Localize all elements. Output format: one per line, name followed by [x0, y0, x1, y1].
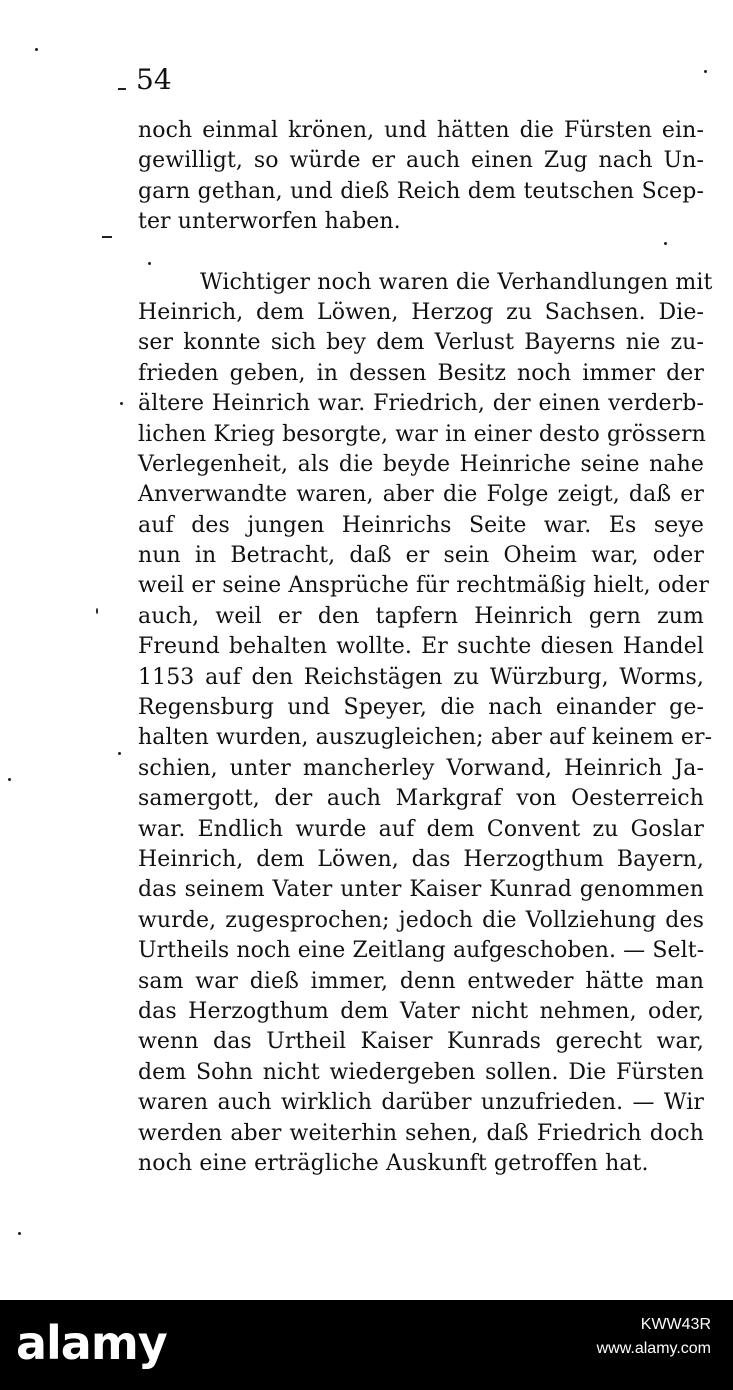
text-line: noch einmal krönen, und hätten die Fürsten ein-	[138, 118, 704, 143]
paper-speck	[664, 242, 667, 245]
text-line: Heinrich, dem Löwen, Herzog zu Sachsen. Die-	[138, 299, 704, 325]
paper-speck	[148, 262, 151, 265]
watermark-url: www.alamy.com	[596, 1340, 711, 1357]
text-line: lichen Krieg besorgte, war in einer desto grössern	[138, 421, 706, 447]
text-line: Freund behalten wollte. Er suchte diesen Handel	[138, 634, 704, 660]
paper-speck	[102, 236, 112, 238]
text-line: Wichtiger noch waren die Verhandlungen mit	[200, 269, 713, 295]
paper-speck	[35, 48, 38, 51]
paper-speck	[118, 752, 121, 755]
text-line: Urtheils noch eine Zeitlang aufgeschoben. — Selt-	[138, 938, 705, 964]
text-line: das Herzogthum dem Vater nicht nehmen, oder,	[138, 998, 704, 1024]
text-line: Verlegenheit, als die beyde Heinriche seine nahe	[138, 451, 704, 477]
paper-speck	[704, 70, 707, 73]
paper-speck	[118, 88, 126, 90]
watermark-logo: alamy	[16, 1316, 167, 1370]
text-line: ter unterworfen haben.	[138, 209, 401, 235]
text-line: schien, unter mancherley Vorwand, Heinrich Ja-	[138, 755, 704, 781]
text-line: gewilligt, so würde er auch einen Zug nach Un-	[138, 148, 704, 174]
text-line: ältere Heinrich war. Friedrich, der einen verderb-	[138, 391, 704, 417]
text-line: nun in Betracht, daß er sein Oheim war, oder	[138, 543, 704, 569]
text-line: samergott, der auch Markgraf von Oesterreich	[138, 786, 704, 812]
paper-speck	[96, 608, 98, 614]
text-line: garn gethan, und dieß Reich dem teutschen Scep-	[138, 178, 704, 204]
text-line: werden aber weiterhin sehen, daß Friedrich doch	[138, 1120, 704, 1146]
text-line: wurde, zugesprochen; jedoch die Vollziehung des	[138, 907, 704, 933]
text-line: Anverwandte waren, aber die Folge zeigt, daß er	[138, 482, 704, 508]
watermark-image-id: KWW43R	[640, 1316, 711, 1333]
paper-speck	[8, 778, 11, 781]
text-line: das seinem Vater unter Kaiser Kunrad genommen	[138, 877, 704, 903]
text-line: Heinrich, dem Löwen, das Herzogthum Bayern,	[138, 846, 704, 872]
text-line: auf des jungen Heinrichs Seite war. Es seye	[138, 512, 704, 538]
text-line: ser konnte sich bey dem Verlust Bayerns nie zu-	[138, 330, 704, 356]
paper-speck	[120, 402, 123, 405]
page-number: 54	[136, 63, 172, 96]
watermark-bar	[0, 1300, 733, 1390]
text-line: Regensburg und Speyer, die nach einander ge-	[138, 695, 704, 721]
text-line: waren auch wirklich darüber unzufrieden. — Wir	[138, 1090, 704, 1116]
text-line: 1153 auf den Reichstägen zu Würzburg, Worms,	[138, 664, 704, 690]
text-line: halten wurden, auszugleichen; aber auf keinem er-	[138, 725, 713, 751]
text-line: dem Sohn nicht wiedergeben sollen. Die Fürsten	[138, 1059, 704, 1085]
paragraph-gap	[138, 238, 704, 268]
text-line: frieden geben, in dessen Besitz noch immer der	[138, 360, 704, 386]
text-line: noch eine erträgliche Auskunft getroffen hat.	[138, 1150, 649, 1176]
text-line: war. Endlich wurde auf dem Convent zu Goslar	[138, 816, 704, 842]
text-line: wenn das Urtheil Kaiser Kunrads gerecht war,	[138, 1029, 704, 1055]
text-line: sam war dieß immer, denn entweder hätte man	[138, 968, 704, 994]
text-line: weil er seine Ansprüche für rechtmäßig hielt, oder	[138, 573, 710, 599]
text-line: auch, weil er den tapfern Heinrich gern zum	[138, 603, 704, 629]
paper-speck	[18, 1232, 21, 1235]
body-text	[138, 116, 713, 1179]
